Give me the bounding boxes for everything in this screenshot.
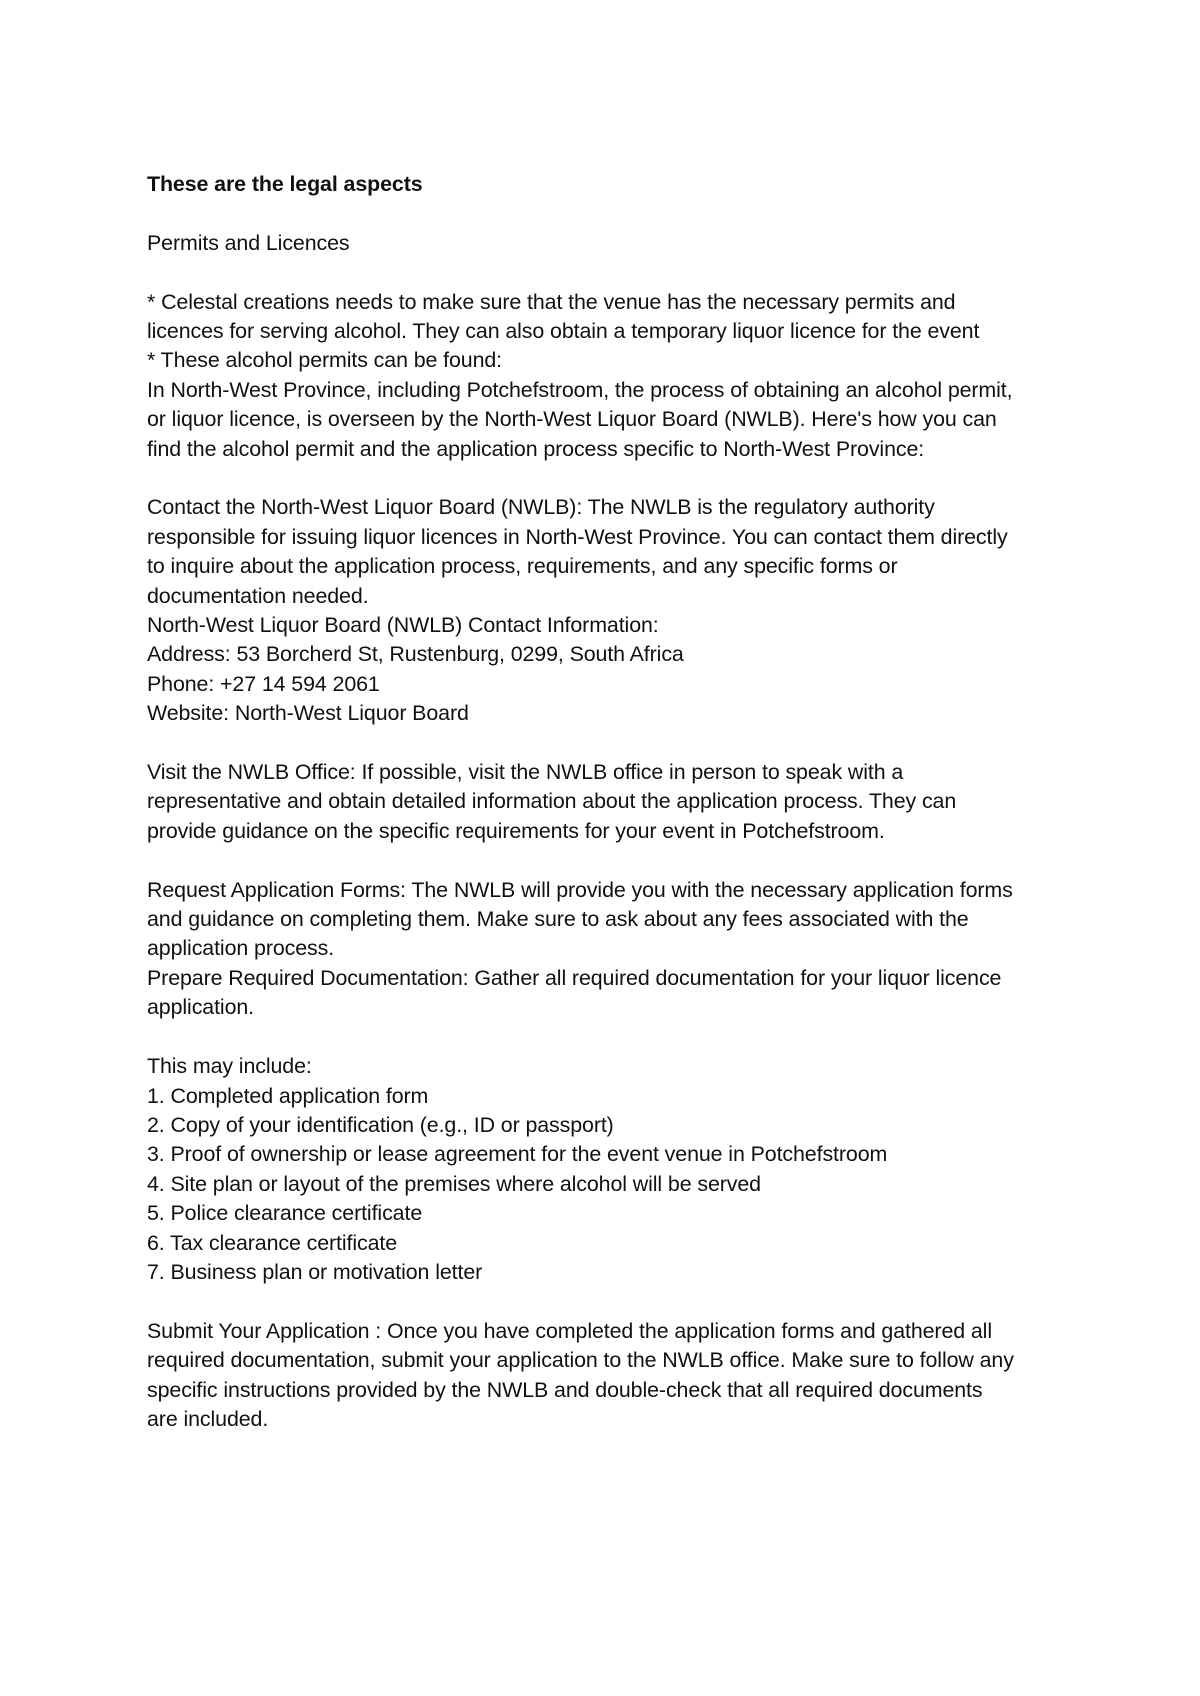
text-line: responsible for issuing liquor licences in North-West Province. You can contact them directly xyxy=(147,524,1008,549)
text-line: provide guidance on the specific requirements for your event in Potchefstroom. xyxy=(147,818,885,843)
intro-paragraph xyxy=(147,288,1067,464)
text-line: required documentation, submit your application to the NWLB office. Make sure to follow any xyxy=(147,1348,1014,1373)
document-title: These are the legal aspects xyxy=(147,172,423,196)
text-line: licences for serving alcohol. They can also obtain a temporary liquor licence for the event xyxy=(147,319,980,343)
text-line: are included. xyxy=(147,1406,269,1431)
text-line: application. xyxy=(147,995,255,1020)
spacer xyxy=(147,729,1067,758)
text-line: Prepare Required Documentation: Gather all required documentation for your liquor licence xyxy=(147,965,1002,990)
spacer xyxy=(147,464,1067,493)
spacer xyxy=(147,258,1067,287)
text-line: Visit the NWLB Office: If possible, visit the NWLB office in person to speak with a xyxy=(147,760,904,785)
list-item: 5. Police clearance certificate xyxy=(147,1201,423,1226)
text-line: Request Application Forms: The NWLB will provide you with the necessary application forms xyxy=(147,877,1013,902)
spacer xyxy=(147,1023,1067,1052)
text-line: representative and obtain detailed information about the application process. They can xyxy=(147,789,957,814)
list-item: 2. Copy of your identification (e.g., ID or passport) xyxy=(147,1112,614,1137)
text-line: application process. xyxy=(147,936,335,961)
text-line: Submit Your Application : Once you have completed the application forms and gathered all xyxy=(147,1318,992,1343)
visit-paragraph xyxy=(147,758,1067,846)
text-line: * Celestal creations needs to make sure that the venue has the necessary permits and xyxy=(147,289,956,314)
list-item: 7. Business plan or motivation letter xyxy=(147,1259,483,1284)
contact-website: Website: North-West Liquor Board xyxy=(147,701,469,726)
section-heading: Permits and Licences xyxy=(147,230,350,255)
request-paragraph xyxy=(147,876,1067,1023)
text-line: In North-West Province, including Potchefstroom, the process of obtaining an alcohol permit, xyxy=(147,377,1013,402)
list-item: 4. Site plan or layout of the premises where alcohol will be served xyxy=(147,1171,761,1196)
text-line: and guidance on completing them. Make sure to ask about any fees associated with the xyxy=(147,907,969,932)
text-line: Contact the North-West Liquor Board (NWLB): The NWLB is the regulatory authority xyxy=(147,495,935,520)
list-item: 1. Completed application form xyxy=(147,1083,429,1108)
spacer xyxy=(147,846,1067,875)
list-intro: This may include: xyxy=(147,1054,312,1079)
text-line: to inquire about the application process, requirements, and any specific forms or xyxy=(147,554,898,579)
contact-phone: Phone: +27 14 594 2061 xyxy=(147,671,380,696)
submit-paragraph xyxy=(147,1317,1067,1435)
contact-paragraph xyxy=(147,493,1067,728)
list-item: 3. Proof of ownership or lease agreement for the event venue in Potchefstroom xyxy=(147,1142,888,1167)
contact-address: Address: 53 Borcherd St, Rustenburg, 0299, South Africa xyxy=(147,642,684,667)
list-item: 6. Tax clearance certificate xyxy=(147,1230,398,1255)
contact-info-heading: North-West Liquor Board (NWLB) Contact Information: xyxy=(147,613,659,638)
text-line: find the alcohol permit and the application process specific to North-West Province: xyxy=(147,436,925,461)
document-list xyxy=(147,1082,1067,1288)
text-line: documentation needed. xyxy=(147,583,369,608)
document-page xyxy=(147,170,1067,1434)
text-line: specific instructions provided by the NWLB and double-check that all required documents xyxy=(147,1377,983,1402)
text-line: or liquor licence, is overseen by the North-West Liquor Board (NWLB). Here's how you can xyxy=(147,407,997,432)
spacer xyxy=(147,1287,1067,1316)
spacer xyxy=(147,199,1067,228)
text-line: * These alcohol permits can be found: xyxy=(147,348,503,373)
